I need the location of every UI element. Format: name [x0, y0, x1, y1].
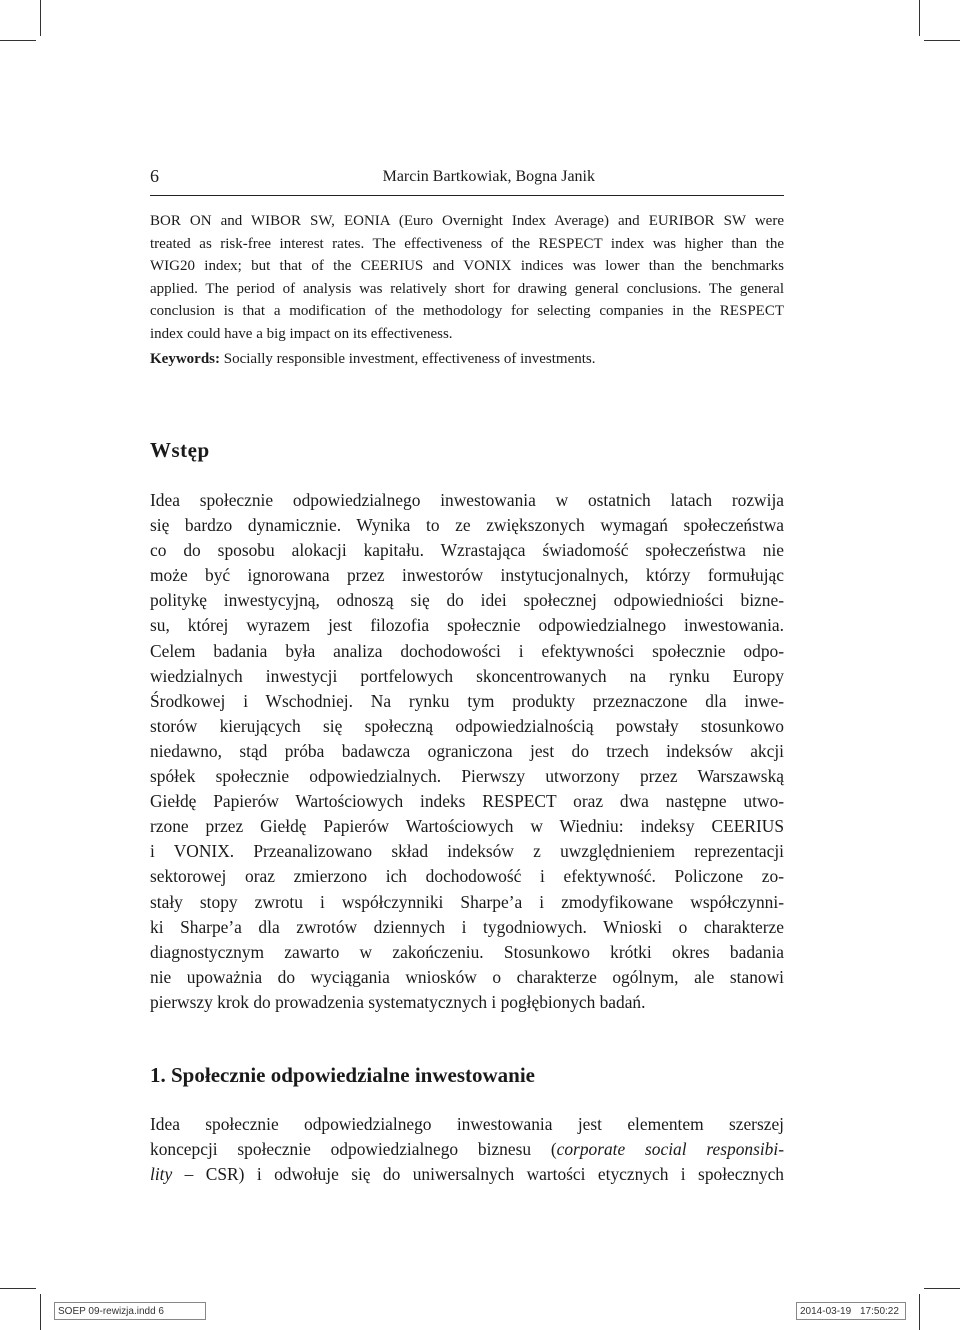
- crop-mark: [0, 1288, 36, 1289]
- paragraph-line: Idea społecznie odpowiedzialnego inwestowania w ostatnich latach rozwija: [150, 490, 784, 510]
- paragraph-line: wiedzialnych inwestycji portfelowych skoncentrowanych na rynku Europy: [150, 665, 784, 686]
- paragraph-line: i VONIX. Przeanalizowano skład indeksów z uwzględnieniem reprezentacji: [150, 841, 784, 862]
- crop-mark: [924, 1288, 960, 1289]
- paragraph-line: rzone przez Giełdę Papierów Wartościowych w Wiedniu: indeksy CEERIUS: [150, 816, 784, 837]
- footer-time: 17:50:22: [860, 1306, 899, 1317]
- abstract: [150, 210, 784, 345]
- paragraph-line: Środkowej i Wschodniej. Na rynku tym produkty przeznaczone dla inwe-: [150, 690, 784, 711]
- paragraph-line: niedawno, stąd próba badawcza ograniczona jest do trzech indeksów akcji: [150, 740, 784, 761]
- keywords-label: Keywords:: [150, 351, 220, 367]
- italic-text: lity: [150, 1164, 173, 1185]
- paragraph-line: storów kierujących się społeczną odpowiedzialnością powstały stosunkowo: [150, 715, 784, 736]
- crop-mark: [924, 40, 960, 41]
- paragraph-line: stały stopy zwrotu i współczynniki Sharpe’a i zmodyfikowane współczynni-: [150, 891, 784, 912]
- paragraph-line: su, której wyrazem jest filozofia społecznie odpowiedzialnego inwestowania.: [150, 615, 784, 636]
- paragraph-line: Giełdę Papierów Wartościowych indeks RESPECT oraz dwa następne utwo-: [150, 791, 784, 812]
- paragraph-line: co do sposobu alokacji kapitału. Wzrastająca świadomość społeczeństwa nie: [150, 540, 784, 561]
- paragraph-line: ki Sharpe’a dla zwrotów dziennych i tygodniowych. Wnioski o charakterze: [150, 916, 784, 937]
- section1-paragraph: [150, 1112, 784, 1187]
- line-text: koncepcji społecznie odpowiedzialnego biznesu (: [150, 1139, 557, 1160]
- paragraph-line: nie upoważnia do wyciągania wniosków o charakterze ogólnym, ale stanowi: [150, 966, 784, 987]
- paragraph-line: spółek społecznie odpowiedzialnych. Pierwszy utworzony przez Warszawską: [150, 766, 784, 787]
- page-number: 6: [150, 166, 159, 186]
- paragraph-line: diagnostycznym zawarto w zakończeniu. Stosunkowo krótki okres badania: [150, 941, 784, 962]
- section-title-intro: Wstęp: [150, 438, 210, 462]
- paragraph-line: [150, 1162, 784, 1187]
- paragraph-line: pierwszy krok do prowadzenia systematycznych i pogłębionych badań.: [150, 991, 646, 1012]
- paragraph-line: Idea społecznie odpowiedzialnego inwestowania jest elementem szerszej: [150, 1114, 784, 1134]
- crop-mark: [40, 0, 41, 36]
- abstract-line: applied. The period of analysis was relatively short for drawing general conclusions. The general: [150, 280, 784, 297]
- abstract-line: WIG20 index; but that of the CEERIUS and VONIX indices was lower than the benchmarks: [150, 258, 784, 274]
- line-text: – CSR) i odwołuje się do uniwersalnych wartości etycznych i społecznych: [172, 1164, 784, 1185]
- footer-file: SOEP 09-rewizja.indd 6: [58, 1306, 164, 1317]
- footer-date: 2014-03-19: [800, 1306, 852, 1317]
- paragraph-line: może być ignorowana przez inwestorów instytucjonalnych, którzy formułując: [150, 565, 784, 586]
- paragraph-line: [150, 1137, 784, 1162]
- crop-mark: [40, 1294, 41, 1330]
- abstract-line: BOR ON and WIBOR SW, EONIA (Euro Overnight Index Average) and EURIBOR SW were: [150, 213, 784, 229]
- intro-paragraph: [150, 488, 784, 1015]
- abstract-line: treated as risk-free interest rates. The effectiveness of the RESPECT index was higher than the: [150, 235, 784, 252]
- paragraph-line: Celem badania była analiza dochodowości i efektywności społecznie odpo-: [150, 640, 784, 661]
- abstract-line: index could have a big impact on its effectiveness.: [150, 325, 453, 342]
- abstract-line: conclusion is that a modification of the methodology for selecting companies in the RESPECT: [150, 303, 784, 319]
- crop-mark: [0, 40, 36, 41]
- paragraph-line: politykę inwestycyjną, odnoszą się do idei społecznej odpowiedniości bizne-: [150, 590, 784, 611]
- paragraph-line: sektorowej oraz zmierzono ich dochodowość i efektywność. Policzone zo-: [150, 866, 784, 887]
- crop-mark: [919, 1294, 920, 1330]
- keywords: [150, 348, 784, 370]
- paragraph-line: się bardzo dynamicznie. Wynika to ze zwiększonych wymagań społeczeństwa: [150, 515, 784, 536]
- keywords-text: Socially responsible investment, effectiveness of investments.: [220, 351, 596, 367]
- italic-text: corporate social responsibi-: [556, 1139, 784, 1160]
- section-title-1: 1. Społecznie odpowiedzialne inwestowanie: [150, 1063, 536, 1087]
- running-head: Marcin Bartkowiak, Bogna Janik: [382, 168, 595, 185]
- crop-mark: [919, 0, 920, 36]
- header-rule: [150, 195, 784, 196]
